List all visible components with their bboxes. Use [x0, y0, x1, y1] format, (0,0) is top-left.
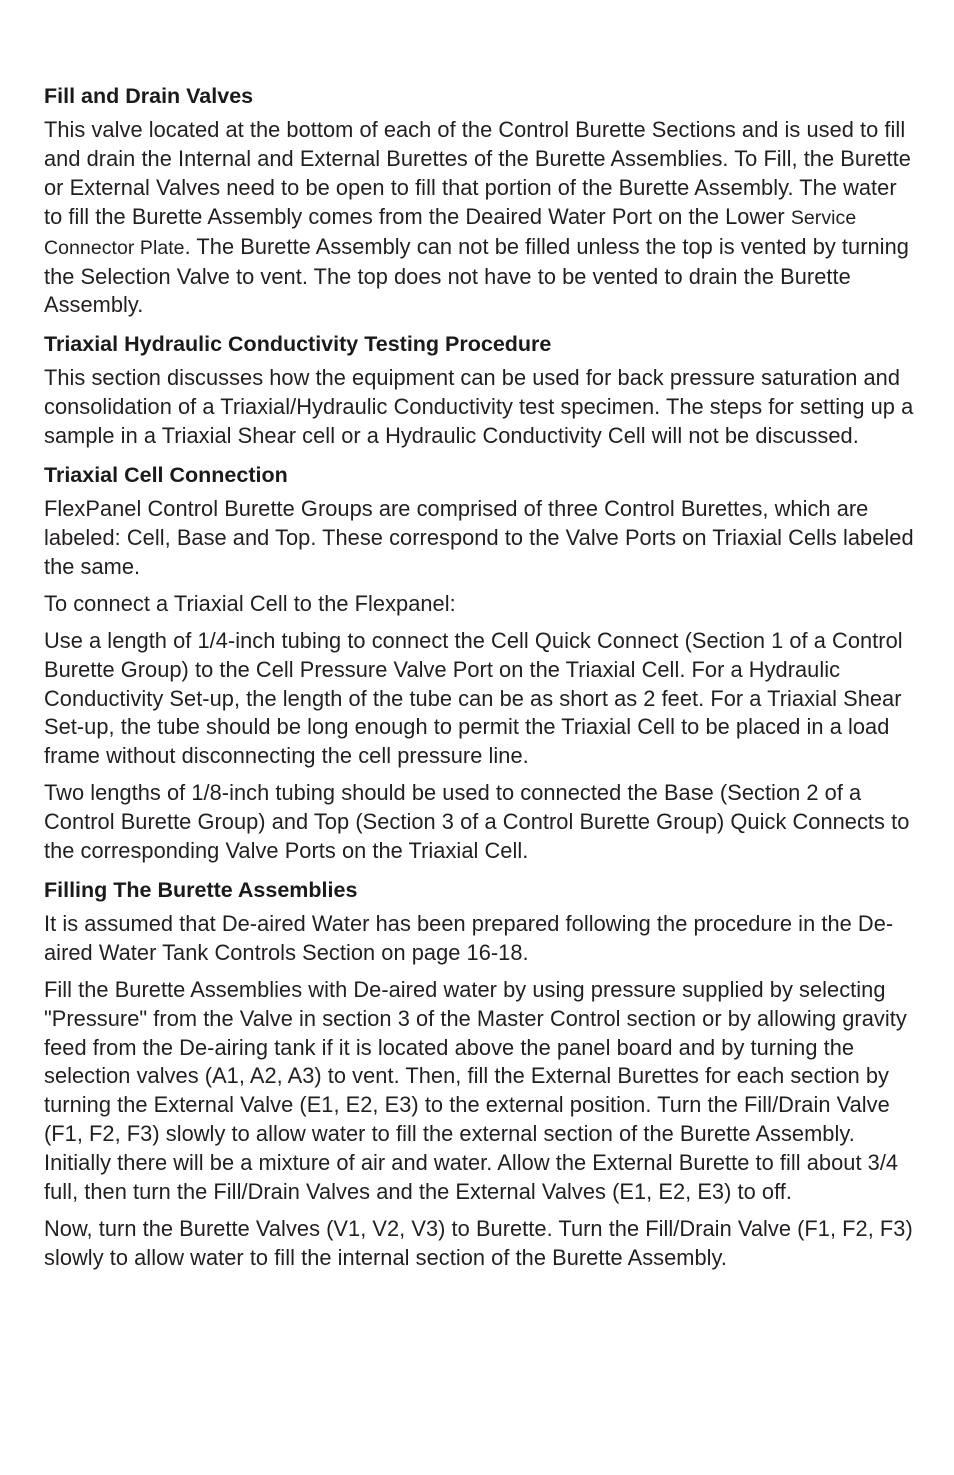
section-triaxial-cell-connection [44, 461, 918, 866]
section-triaxial-testing-procedure [44, 330, 918, 451]
paragraph: Now, turn the Burette Valves (V1, V2, V3) to Burette. Turn the Fill/Drain Valve (F1, F2, F3) slowly to allow water to fill the internal section of the Burette Assembly. [44, 1216, 913, 1270]
paragraph: Use a length of 1/4-inch tubing to connect the Cell Quick Connect (Section 1 of a Control Burette Group) to the Cell Pressure Valve Port on the Triaxial Cell. For a Hydraulic Conductivity Set-up, the length of the tube can be as short as 2 feet. For a Triaxial Shear Set-up, the tube should be long enough to permit the Triaxial Cell to be placed in a load frame without disconnecting the cell pressure line. [44, 627, 903, 769]
section-heading: Fill and Drain Valves [44, 84, 254, 108]
paragraph-text: . The Burette Assembly can not be filled unless the top is vented by turning the Selection Valve to vent. The top does not have to be vented to drain the Burette Assembly. [44, 233, 909, 318]
paragraph [44, 116, 918, 320]
paragraph: FlexPanel Control Burette Groups are comprised of three Control Burettes, which are labeled: Cell, Base and Top. These correspond to the Valve Ports on Triaxial Cells labeled the same. [44, 496, 914, 579]
paragraph-text: This valve located at the bottom of each of the Control Burette Sections and is used to fill and drain the Internal and External Burettes of the Burette Assemblies. To Fill, the Burette or External Valves need to be open to fill that portion of the Burette Assembly. The water to fill the Burette Assembly comes from the Deaired Water Port on the Lower [44, 117, 911, 229]
section-heading: Triaxial Cell Connection [44, 463, 288, 488]
section-filling-burette-assemblies [44, 876, 918, 1273]
paragraph: Fill the Burette Assemblies with De-aired water by using pressure supplied by selecting "Pressure" from the Valve in section 3 of the Master Control section or by allowing gravity feed from the De-airing tank if it is located above the panel board and by turning the selection valves (A1, A2, A3) to vent. Then, fill the External Burettes for each section by turning the External Valve (E1, E2, E3) to the external position. Turn the Fill/Drain Valve (F1, F2, F3) slowly to allow water to fill the external section of the Burette Assembly. Initially there will be a mixture of air and water. Allow the External Burette to fill about 3/4 full, then turn the Fill/Drain Valves and the External Valves (E1, E2, E3) to off. [44, 976, 907, 1205]
paragraph-text-small: Service Connector Plate [44, 206, 857, 259]
section-heading: Triaxial Hydraulic Conductivity Testing Procedure [44, 332, 552, 357]
paragraph: To connect a Triaxial Cell to the Flexpanel: [44, 590, 456, 616]
document-page [44, 82, 918, 1283]
paragraph: Two lengths of 1/8-inch tubing should be used to connected the Base (Section 2 of a Control Burette Group) and Top (Section 3 of a Control Burette Group) Quick Connects to the corresponding Valve Ports on the Triaxial Cell. [44, 780, 910, 864]
paragraph: It is assumed that De-aired Water has been prepared following the procedure in the De-aired Water Tank Controls Section on page 16-18. [44, 910, 894, 965]
section-fill-drain-valves [44, 82, 918, 320]
paragraph: This section discusses how the equipment can be used for back pressure saturation and consolidation of a Triaxial/Hydraulic Conductivity test specimen. The steps for setting up a sample in a Triaxial Shear cell or a Hydraulic Conductivity Cell will not be discussed. [44, 365, 914, 449]
section-heading: Filling The Burette Assemblies [44, 877, 358, 902]
